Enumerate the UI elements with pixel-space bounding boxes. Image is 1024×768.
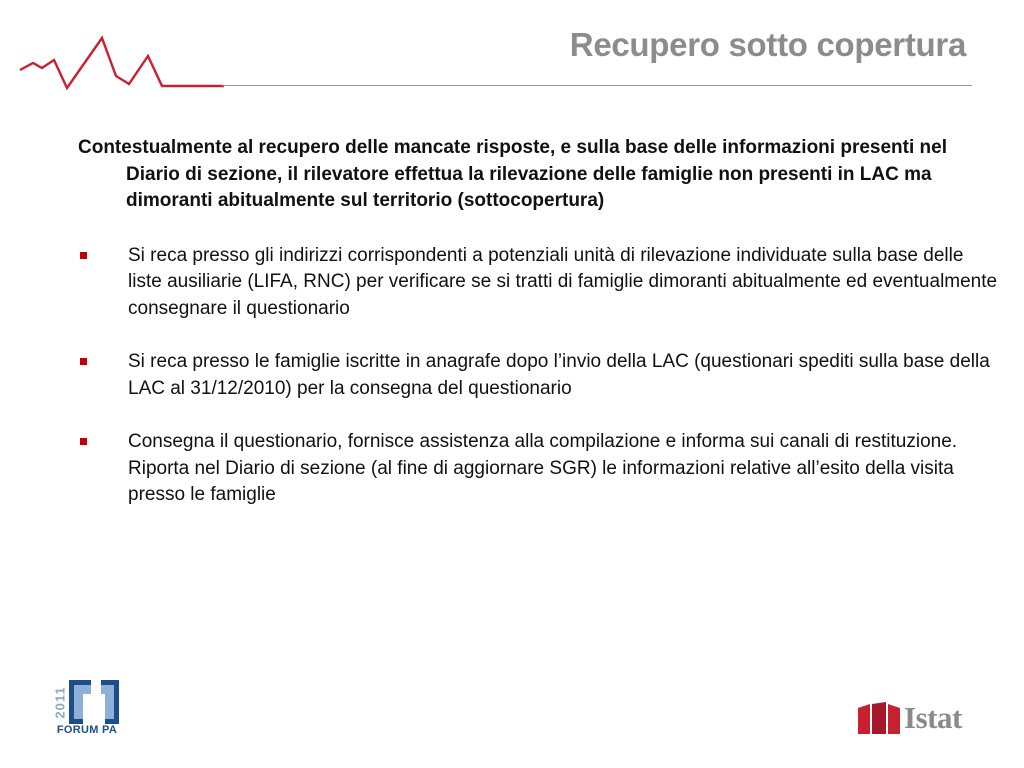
square-bullet-icon (80, 438, 87, 445)
title-divider (222, 85, 972, 86)
istat-wordmark: Istat (904, 700, 962, 735)
forum-pa-logo (53, 680, 121, 738)
forum-pa-logo-icon (69, 680, 119, 724)
bullet-list (78, 243, 998, 509)
bullet-item (78, 243, 998, 323)
slide-content (78, 135, 998, 536)
bullet-item (78, 349, 998, 402)
bullet-text: Consegna il questionario, fornisce assistenza alla compilazione e informa sui canali di restituzione. Riporta nel Diario di sezione (al fine di aggiornare SGR) le informazioni relative all’esito della visita presso le famiglie (128, 431, 958, 505)
istat-logo (858, 700, 968, 738)
bullet-item (78, 429, 998, 509)
lead-paragraph: Contestualmente al recupero delle mancate risposte, e sulla base delle informazioni presenti nel Diario di sezione, il rilevatore effettua la rilevazione delle famiglie non presenti in LAC ma dimoranti abitualmente sul territorio (sottocopertura) (78, 137, 947, 211)
square-bullet-icon (80, 252, 87, 259)
bullet-text: Si reca presso gli indirizzi corrispondenti a potenziali unità di rilevazione individuate sulla base delle liste ausiliarie (LIFA, RNC) per verificare se si tratti di famiglie dimoranti abitualmente ed eventualmente consegnare il questionario (128, 244, 998, 319)
square-bullet-icon (80, 358, 87, 365)
slide-title: Recupero sotto copertura (569, 26, 966, 63)
forum-pa-wordmark: FORUM PA (56, 724, 118, 736)
bullet-text: Si reca presso le famiglie iscritte in anagrafe dopo l’invio della LAC (questionari spediti sulla base della LAC al 31/12/2010) per la consegna del questionario (128, 351, 990, 399)
istat-logo-icon (858, 702, 902, 734)
zigzag-line-icon (18, 34, 228, 94)
forum-pa-year: 2011 (52, 685, 68, 719)
